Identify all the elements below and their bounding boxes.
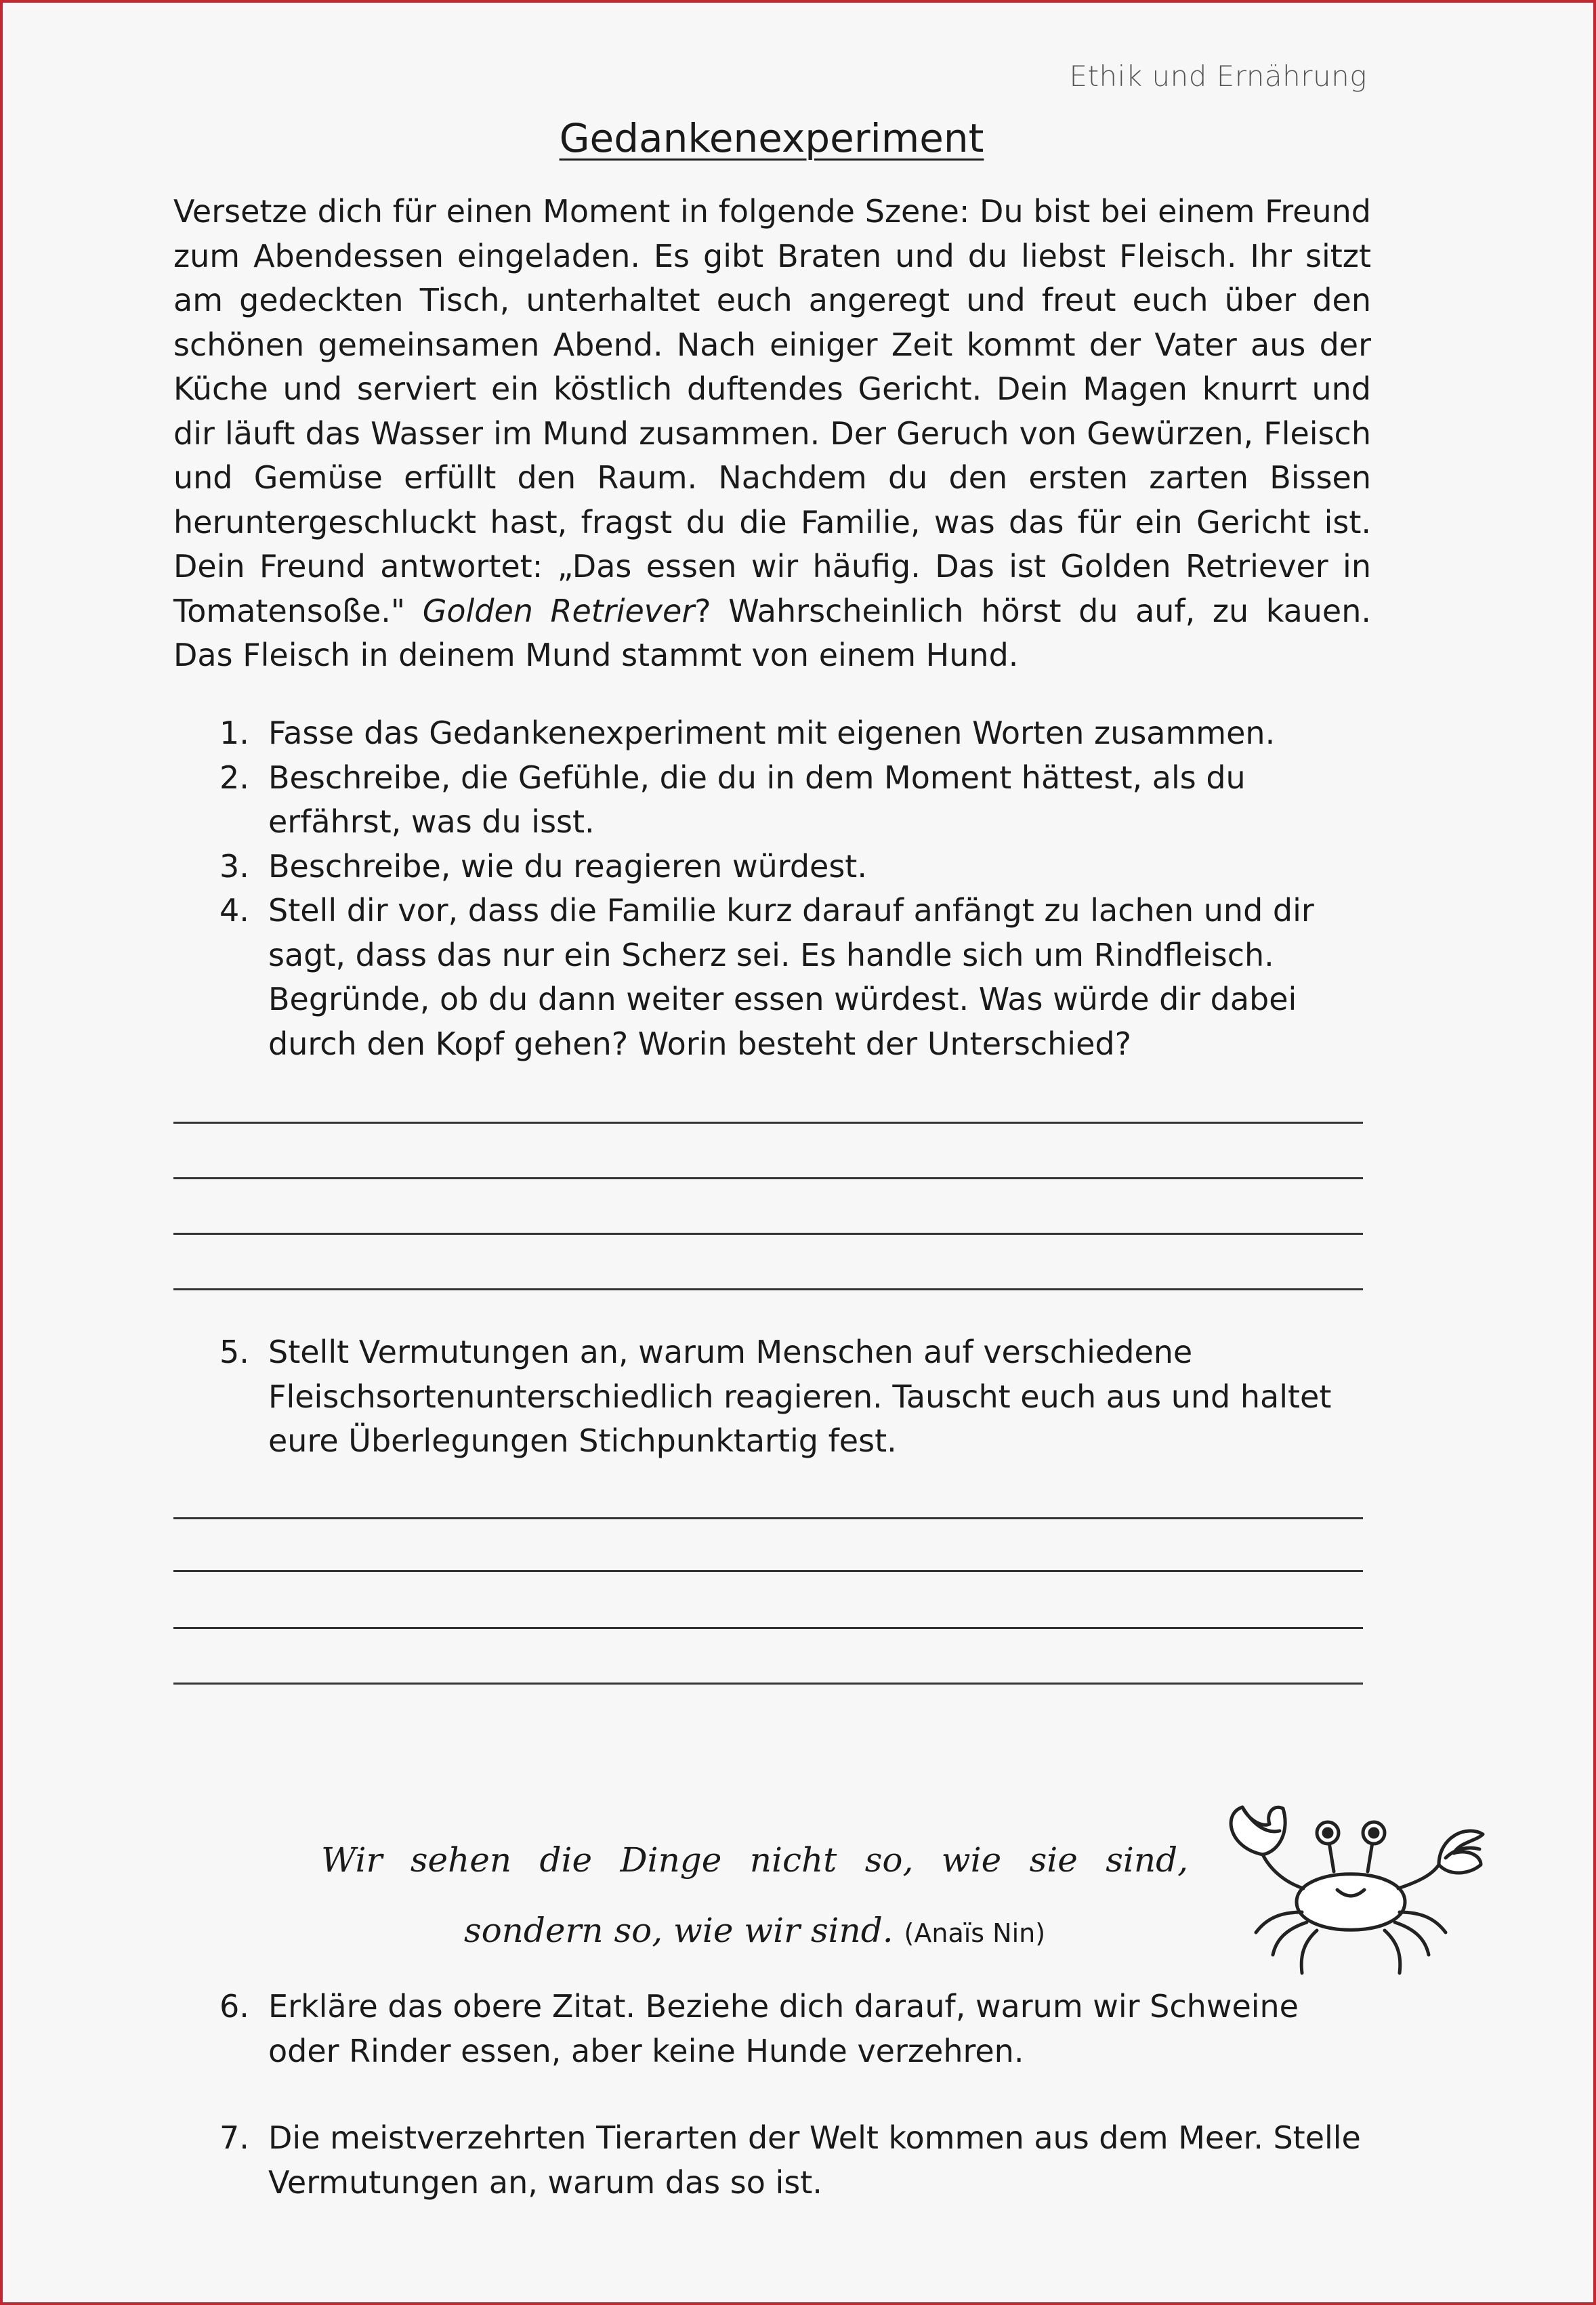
answer-line[interactable] xyxy=(173,1570,1363,1572)
quote-text: Wir sehen die Dinge nicht so, wie sie sind, sondern so, wie wir sind. xyxy=(321,1840,1188,1950)
page-title: Gedankenexperiment xyxy=(559,115,984,161)
answer-line[interactable] xyxy=(173,1627,1363,1629)
subject-label: Ethik und Ernährung xyxy=(1069,60,1367,93)
task-number: 7. xyxy=(219,2119,249,2156)
task-number: 4. xyxy=(219,892,249,929)
task-number: 6. xyxy=(219,1988,249,2025)
answer-line[interactable] xyxy=(173,1517,1363,1519)
intro-text-part2: ? Wahrscheinlich hörst du auf, zu kauen. Das Fleisch in deinem Mund stammt von einem Hund. xyxy=(173,592,1372,673)
task-item xyxy=(173,2116,1371,2205)
answer-line[interactable] xyxy=(173,1288,1363,1290)
task-list-2 xyxy=(173,1330,1371,1464)
task-number: 1. xyxy=(219,715,249,751)
quote xyxy=(321,1825,1188,1968)
answer-line[interactable] xyxy=(173,1683,1363,1685)
task-number: 5. xyxy=(219,1334,249,1370)
task-text: Beschreibe, wie du reagieren würdest. xyxy=(268,847,867,885)
task-text: Stellt Vermutungen an, warum Menschen auf verschiedene Fleischsortenunterschiedlich reagieren. Tauscht euch aus und haltet eure Überlegungen Stichpunktartig fest. xyxy=(268,1334,1332,1459)
answer-line[interactable] xyxy=(173,1233,1363,1235)
task-item xyxy=(173,1330,1371,1464)
task-text: Stell dir vor, dass die Familie kurz darauf anfängt zu lachen und dir sagt, dass das nur ein Scherz sei. Es handle sich um Rindfleisch. Begründe, ob du dann weiter essen würdest. Was würde dir dabei durch den Kopf gehen? Worin besteht der Unterschied? xyxy=(268,892,1314,1062)
task-item xyxy=(173,756,1371,845)
task-list-3 xyxy=(173,1985,1371,2073)
task-text: Beschreibe, die Gefühle, die du in dem Moment hättest, als du erfährst, was du isst. xyxy=(268,759,1246,840)
task-item xyxy=(173,889,1371,1066)
task-list-4 xyxy=(173,2116,1371,2205)
task-item xyxy=(173,845,1371,889)
intro-emphasis: Golden Retriever xyxy=(422,592,695,629)
task-number: 2. xyxy=(219,759,249,796)
task-item xyxy=(173,1985,1371,2073)
task-text: Erkläre das obere Zitat. Beziehe dich darauf, warum wir Schweine oder Rinder essen, aber keine Hunde verzehren. xyxy=(268,1988,1299,2069)
task-item xyxy=(173,711,1371,756)
task-list-1 xyxy=(173,711,1371,1066)
intro-paragraph xyxy=(173,190,1371,678)
task-text: Fasse das Gedankenexperiment mit eigenen Worten zusammen. xyxy=(268,715,1276,751)
crab-icon xyxy=(1215,1800,1486,1983)
task-number: 3. xyxy=(219,847,249,885)
quote-author: (Anaïs Nin) xyxy=(904,1918,1046,1948)
intro-text-part1: Versetze dich für einen Moment in folgende Szene: Du bist bei einem Freund zum Abendessen eingeladen. Es gibt Braten und du liebst Fleisch. Ihr sitzt am gedeckten Tisch, unterhaltet euch angeregt und freut euch über den schönen gemeinsamen Abend. Nach einiger Zeit kommt der Vater aus der Küche und serviert ein köstlich duftendes Gericht. Dein Magen knurrt und dir läuft das Wasser im Mund zusammen. Der Geruch von Gewürzen, Fleisch und Gemüse erfüllt den Raum. Nachdem du den ersten zarten Bissen heruntergeschluckt hast, fragst du die Familie, was das für ein Gericht ist. Dein Freund antwortet: „Das essen wir häufig. Das ist Golden Retriever in Tomatensoße." xyxy=(173,193,1371,629)
answer-line[interactable] xyxy=(173,1122,1363,1124)
answer-line[interactable] xyxy=(173,1177,1363,1179)
task-text: Die meistverzehrten Tierarten der Welt kommen aus dem Meer. Stelle Vermutungen an, warum das so ist. xyxy=(268,2119,1361,2201)
